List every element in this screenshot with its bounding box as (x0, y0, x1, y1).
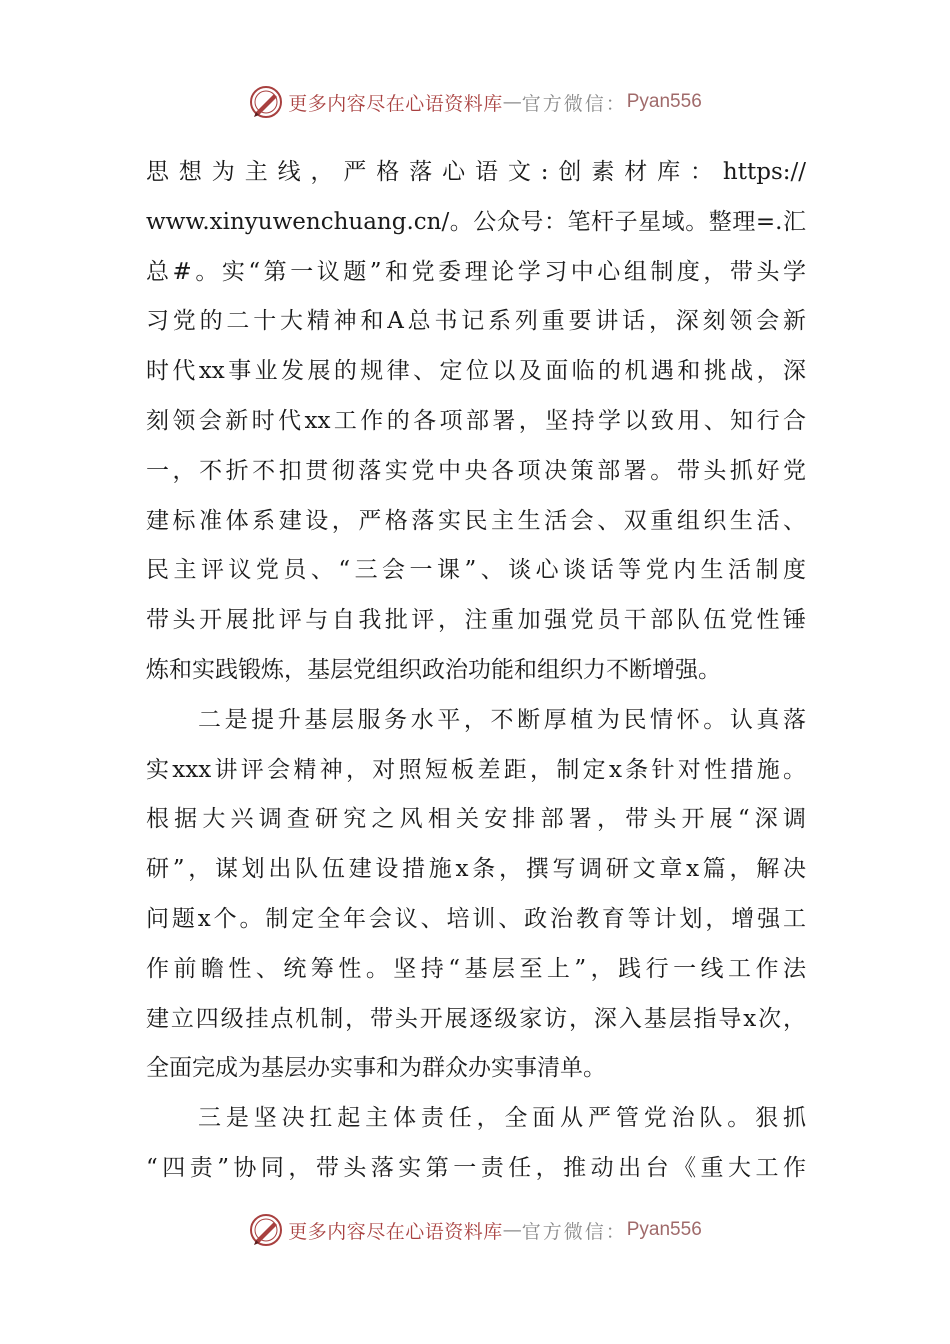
banner-wechat-id: Pyan556 (626, 91, 702, 112)
paragraph-start: 二是提升基层服务水平，不断厚植为民情怀。认真落 (198, 706, 806, 733)
text-line: 建标准体系建设，严格落实民主生活会、双重组织生活、 (146, 507, 806, 534)
text-line: www.xinyuwenchuang.cn/。公众号：笔杆子星域。整理=.汇 (146, 208, 806, 235)
text-line: 研”，谋划出队伍建设措施x条，撰写调研文章x篇，解决 (146, 856, 806, 883)
text-line: 炼和实践锻炼，基层党组织政治功能和组织力不断增强。 (146, 656, 721, 683)
text-line: 实xxx讲评会精神，对照短板差距，制定x条针对性措施。 (146, 756, 806, 783)
text-line: 时代xx事业发展的规律、定位以及面临的机遇和挑战，深 (146, 358, 806, 385)
text-line: 全面完成为基层办实事和为群众办实事清单。 (146, 1055, 606, 1082)
text-line: “四责”协同，带头落实第一责任，推动出台《重大工作 (146, 1154, 806, 1181)
banner-wechat-label: 官方微信： (521, 92, 627, 115)
text-line: 民主评议党员、“三会一课”、谈心谈话等党内生活制度 (146, 557, 806, 584)
banner-wechat-label: 官方微信： (521, 1220, 627, 1243)
footer-banner (0, 1210, 950, 1250)
banner-slogan: 更多内容尽在心语资料库 (288, 1220, 503, 1243)
text-line: 根据大兴调查研究之风相关安排部署，带头开展“深调 (146, 806, 806, 833)
document-body (146, 148, 806, 1194)
pen-logo-icon (248, 1212, 284, 1248)
text-line: 习党的二十大精神和A总书记系列重要讲话，深刻领会新 (146, 308, 806, 335)
text-line: 带头开展批评与自我批评，注重加强党员干部队伍党性锤 (146, 607, 806, 634)
pen-logo-icon (248, 84, 284, 120)
text-line: 一，不折不扣贯彻落实党中央各项决策部署。带头抓好党 (146, 457, 806, 484)
text-line: 思想为主线，严格落心语文:创素材库：https:// (146, 159, 806, 185)
banner-wechat-id: Pyan556 (626, 1219, 702, 1240)
banner-separator: — (502, 91, 522, 113)
text-line: 总#。实“第一议题”和党委理论学习中心组制度，带头学 (146, 258, 806, 285)
paragraph-start: 三是坚决扛起主体责任，全面从严管党治队。狠抓 (198, 1105, 806, 1132)
text-line: 作前瞻性、统筹性。坚持“基层至上”，践行一线工作法 (146, 955, 806, 982)
text-line: 建立四级挂点机制，带头开展逐级家访，深入基层指导x次， (146, 1005, 806, 1032)
text-line: 问题x个。制定全年会议、培训、政治教育等计划，增强工 (146, 905, 806, 932)
banner-separator: — (502, 1219, 522, 1241)
text-line: 刻领会新时代xx工作的各项部署，坚持学以致用、知行合 (146, 407, 806, 434)
banner-slogan: 更多内容尽在心语资料库 (288, 92, 503, 115)
header-banner (0, 82, 950, 122)
